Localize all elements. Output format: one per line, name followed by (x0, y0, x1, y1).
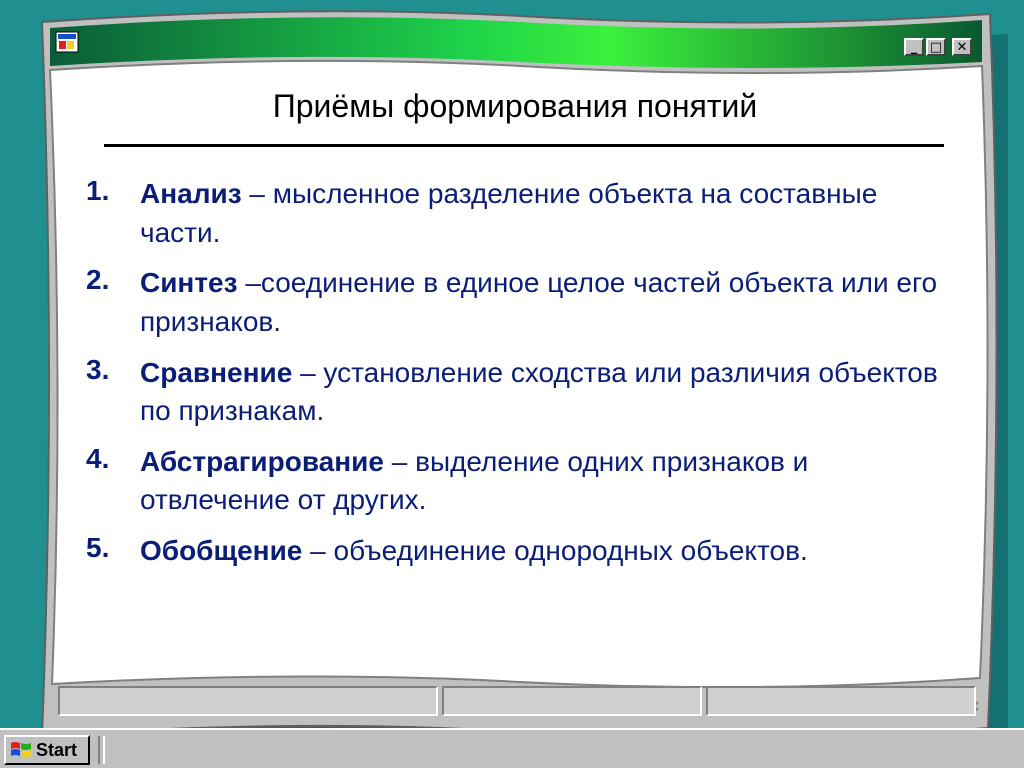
item-term: Обобщение (140, 535, 303, 566)
item-number: 5. (86, 532, 110, 563)
minimize-icon: _ (910, 39, 918, 55)
item-text (140, 264, 946, 341)
item-number: 4. (86, 442, 110, 474)
item-text (140, 443, 946, 520)
page-title: Приёмы формирования понятий (272, 88, 758, 124)
status-bar-cell (706, 686, 976, 716)
item-term: Анализ (140, 178, 242, 209)
taskbar-divider (98, 736, 105, 764)
list-item (86, 443, 946, 520)
status-bar-cell (442, 686, 702, 716)
item-definition: – объединение однородных объектов. (302, 535, 808, 566)
minimize-button[interactable] (904, 38, 924, 56)
item-text (140, 532, 808, 571)
start-label: Start (36, 739, 78, 760)
app-icon (56, 32, 78, 52)
taskbar (0, 728, 1024, 768)
list-item (86, 175, 946, 252)
list-item (86, 354, 946, 431)
item-text (140, 175, 946, 252)
title-divider (104, 144, 944, 147)
windows-logo-icon (10, 740, 32, 760)
close-button[interactable] (952, 38, 972, 56)
list-item (86, 532, 946, 571)
item-definition: – установление сходства или различия объектов по признакам. (140, 356, 938, 427)
item-text (140, 354, 946, 431)
item-term: Абстрагирование (140, 445, 384, 477)
maximize-button[interactable] (926, 38, 946, 56)
item-definition: – выделение одних признаков и отвлечение от других. (140, 445, 809, 516)
item-definition: –соединение в единое целое частей объекта или его признаков. (140, 267, 938, 337)
start-button[interactable] (4, 735, 90, 765)
list-item (86, 264, 946, 341)
concept-list (86, 175, 946, 583)
item-term: Синтез (140, 267, 238, 299)
item-number: 3. (86, 353, 110, 385)
status-bar-cell (58, 686, 438, 716)
item-definition: – мысленное разделение объекта на составные части. (140, 178, 878, 248)
close-icon: ✕ (956, 39, 968, 55)
item-number: 1. (86, 175, 110, 206)
item-number: 2. (86, 264, 110, 296)
item-term: Сравнение (140, 356, 293, 388)
maximize-icon: □ (929, 39, 943, 55)
